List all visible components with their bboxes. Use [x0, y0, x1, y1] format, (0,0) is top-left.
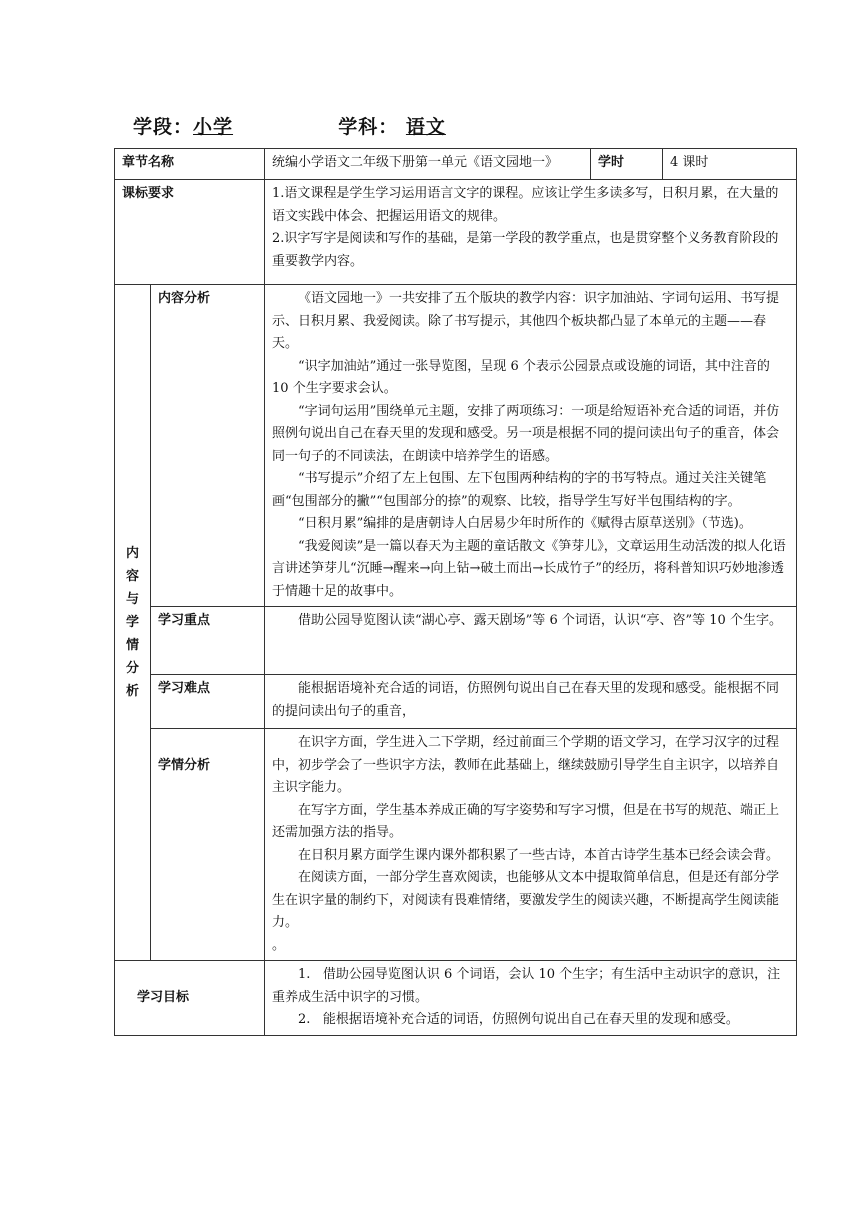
chapter-name-value: 统编小学语文二年级下册第一单元《语文园地一》 — [265, 149, 591, 180]
goals-text — [265, 961, 797, 1036]
content-analysis-text — [265, 285, 797, 607]
goal-item — [272, 1009, 789, 1032]
content-analysis-label: 内容分析 — [151, 285, 265, 607]
goal-text: 能根据语境补充合适的词语，仿照例句说出自己在春天里的发现和感受。 — [322, 1012, 739, 1027]
curriculum-paragraph: 2.识字写字是阅读和写作的基础，是第一学段的教学重点，也是贯穿整个义务教育阶段的重要教学内容。 — [272, 231, 779, 269]
goal-number: 2. — [298, 1012, 311, 1027]
goal-number: 1. — [298, 967, 311, 982]
learner-trailing-mark: 。 — [272, 937, 286, 953]
learner-analysis-text — [265, 729, 797, 961]
goals-label: 学习目标 — [115, 961, 265, 1036]
chapter-row — [115, 149, 797, 180]
lesson-plan-table — [114, 148, 797, 1036]
content-paragraph: “字词句运用”围绕单元主题，安排了两项练习：一项是给短语补充合适的词语，并仿照例句说出自己在春天里的发现和感受。另一项是根据不同的提问读出句子的重音，体会同一句子的不同读法，在朗读中培养学生的语感。 — [272, 403, 780, 464]
curriculum-paragraph: 1.语文课程是学生学习运用语言文字的课程。应该让学生多读多写，日积月累，在大量的语文实践中体会、把握运用语文的规律。 — [272, 186, 779, 224]
difficulty-paragraph: 能根据语境补充合适的词语，仿照例句说出自己在春天里的发现和感受。能根据不同的提问读出句子的重音， — [272, 681, 780, 719]
goal-text: 借助公园导览图认识 6 个词语，会认 10 个生字；有生活中主动识字的意识，注重养成生活中识字的习惯。 — [272, 967, 781, 1005]
goal-item — [272, 964, 789, 1009]
learner-paragraph: 在识字方面，学生进入二下学期，经过前面三个学期的语文学习，在学习汉字的过程中，初步学会了一些识字方法，教师在此基础上，继续鼓励引导学生自主识字，以培养自主识字能力。 — [272, 735, 780, 795]
focus-row — [115, 607, 797, 675]
focus-label: 学习重点 — [151, 607, 265, 675]
hours-value: 4 课时 — [663, 149, 797, 180]
difficulty-row — [115, 675, 797, 729]
content-paragraph: 《语文园地一》一共安排了五个版块的教学内容：识字加油站、字词句运用、书写提示、日积月累、我爱阅读。除了书写提示，其他四个板块都凸显了本单元的主题——春天。 — [272, 291, 780, 351]
curriculum-content — [265, 180, 797, 285]
learner-analysis-label: 学情分析 — [151, 729, 265, 961]
learner-analysis-row — [115, 729, 797, 961]
content-analysis-row — [115, 285, 797, 607]
chapter-name-label: 章节名称 — [115, 149, 265, 180]
stage-label: 学段： — [133, 116, 194, 138]
focus-text — [265, 607, 797, 675]
difficulty-text — [265, 675, 797, 729]
page-header — [133, 112, 456, 139]
learner-paragraph: 在日积月累方面学生课内课外都积累了一些古诗，本首古诗学生基本已经会读会背。 — [298, 847, 780, 863]
subject-label: 学科： — [338, 116, 399, 138]
stage-value: 小学 — [193, 116, 234, 138]
content-paragraph: “我爱阅读”是一篇以春天为主题的童话散文《笋芽儿》，文章运用生动活泼的拟人化语言讲述笋芽儿“沉睡→醒来→向上钻→破土而出→长成竹子”的经历，将科普知识巧妙地渗透于情趣十足的故事中。 — [272, 538, 786, 599]
content-paragraph: “日积月累”编排的是唐朝诗人白居易少年时所作的《赋得古原草送别》（节选)。 — [298, 516, 752, 531]
hours-label: 学时 — [591, 149, 663, 180]
analysis-group-label: 内 容 与 学 情 分 析 — [115, 285, 151, 961]
content-paragraph: “识字加油站”通过一张导览图，呈现 6 个表示公园景点或设施的词语，其中注音的 10 个生字要求会认。 — [272, 358, 770, 396]
content-paragraph: “书写提示”介绍了左上包围、左下包围两种结构的字的书写特点。通过关注关键笔画“包围部分的撇”“包围部分的捺”的观察、比较，指导学生写好半包围结构的字。 — [272, 471, 767, 509]
focus-paragraph: 借助公园导览图认读“湖心亭、露天剧场”等 6 个词语，认识“亭、咨”等 10 个生字。 — [298, 613, 782, 628]
difficulty-label: 学习难点 — [151, 675, 265, 729]
curriculum-label: 课标要求 — [115, 180, 265, 285]
learner-paragraph: 在阅读方面，一部分学生喜欢阅读，也能够从文本中提取简单信息，但是还有部分学生在识字量的制约下，对阅读有畏难情绪，要激发学生的阅读兴趣，不断提高学生阅读能力。 — [272, 870, 780, 930]
learner-paragraph: 在写字方面，学生基本养成正确的写字姿势和写字习惯，但是在书写的规范、端正上还需加强方法的指导。 — [272, 802, 780, 840]
goals-row — [115, 961, 797, 1036]
subject-value: 语文 — [405, 116, 446, 138]
curriculum-row — [115, 180, 797, 285]
